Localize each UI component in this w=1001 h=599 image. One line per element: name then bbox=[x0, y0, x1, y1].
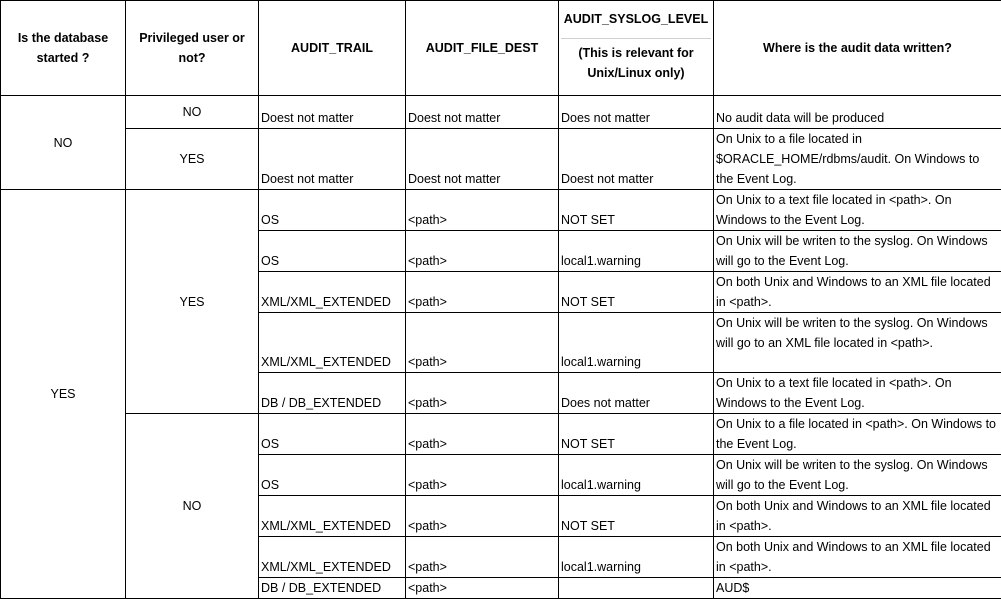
syslog-level-cell: local1.warning bbox=[559, 537, 714, 578]
where-cell: On both Unix and Windows to an XML file located in <path>. bbox=[714, 272, 1001, 313]
header-syslog-title: AUDIT_SYSLOG_LEVEL bbox=[561, 1, 711, 39]
audit-trail-cell: OS bbox=[259, 455, 406, 496]
audit-file-dest-cell: <path> bbox=[406, 414, 559, 455]
audit-file-dest-cell: <path> bbox=[406, 231, 559, 272]
header-started: Is the database started ? bbox=[1, 1, 126, 96]
table-row bbox=[1, 96, 1001, 129]
audit-trail-cell: XML/XML_EXTENDED bbox=[259, 313, 406, 373]
audit-file-dest-cell: <path> bbox=[406, 373, 559, 414]
audit-file-dest-cell: <path> bbox=[406, 313, 559, 373]
started-no-cell: NO bbox=[1, 96, 126, 190]
where-cell: On Unix will be writen to the syslog. On Windows will go to an XML file located in <path>. bbox=[714, 313, 1001, 373]
privileged-yes-cell: YES bbox=[126, 129, 259, 190]
syslog-level-cell: NOT SET bbox=[559, 190, 714, 231]
where-cell: No audit data will be produced bbox=[714, 96, 1001, 129]
where-cell: On both Unix and Windows to an XML file located in <path>. bbox=[714, 496, 1001, 537]
audit-trail-cell: DB / DB_EXTENDED bbox=[259, 578, 406, 599]
syslog-level-cell: Does not matter bbox=[559, 373, 714, 414]
table-row bbox=[1, 129, 1001, 190]
where-cell: AUD$ bbox=[714, 578, 1001, 599]
audit-file-dest-cell: <path> bbox=[406, 190, 559, 231]
header-where: Where is the audit data written? bbox=[714, 1, 1001, 96]
where-cell: On Unix to a file located in <path>. On Windows to the Event Log. bbox=[714, 414, 1001, 455]
syslog-level-cell: NOT SET bbox=[559, 414, 714, 455]
audit-file-dest-cell: Doest not matter bbox=[406, 129, 559, 190]
table-row bbox=[1, 190, 1001, 231]
syslog-level-cell: local1.warning bbox=[559, 313, 714, 373]
where-cell: On Unix will be writen to the syslog. On Windows will go to the Event Log. bbox=[714, 231, 1001, 272]
privileged-no-cell: NO bbox=[126, 414, 259, 599]
audit-trail-cell: XML/XML_EXTENDED bbox=[259, 272, 406, 313]
where-cell: On both Unix and Windows to an XML file located in <path>. bbox=[714, 537, 1001, 578]
table-row bbox=[1, 414, 1001, 455]
where-cell: On Unix will be writen to the syslog. On Windows will go to the Event Log. bbox=[714, 455, 1001, 496]
syslog-level-cell: local1.warning bbox=[559, 455, 714, 496]
audit-file-dest-cell: Doest not matter bbox=[406, 96, 559, 129]
audit-trail-cell: XML/XML_EXTENDED bbox=[259, 496, 406, 537]
audit-trail-cell: Doest not matter bbox=[259, 96, 406, 129]
audit-trail-cell: Doest not matter bbox=[259, 129, 406, 190]
audit-trail-cell: DB / DB_EXTENDED bbox=[259, 373, 406, 414]
header-audit-syslog-level bbox=[559, 1, 714, 96]
privileged-yes-cell: YES bbox=[126, 190, 259, 414]
syslog-level-cell: Does not matter bbox=[559, 96, 714, 129]
syslog-level-cell: NOT SET bbox=[559, 272, 714, 313]
header-privileged: Privileged user or not? bbox=[126, 1, 259, 96]
privileged-no-cell: NO bbox=[126, 96, 259, 129]
audit-file-dest-cell: <path> bbox=[406, 578, 559, 599]
audit-trail-cell: XML/XML_EXTENDED bbox=[259, 537, 406, 578]
syslog-level-cell: NOT SET bbox=[559, 496, 714, 537]
audit-trail-cell: OS bbox=[259, 414, 406, 455]
header-audit-file-dest: AUDIT_FILE_DEST bbox=[406, 1, 559, 96]
syslog-level-cell: local1.warning bbox=[559, 231, 714, 272]
where-cell: On Unix to a text file located in <path>. On Windows to the Event Log. bbox=[714, 373, 1001, 414]
audit-trail-cell: OS bbox=[259, 190, 406, 231]
audit-file-dest-cell: <path> bbox=[406, 455, 559, 496]
syslog-level-cell bbox=[559, 578, 714, 599]
syslog-level-cell: Doest not matter bbox=[559, 129, 714, 190]
audit-file-dest-cell: <path> bbox=[406, 272, 559, 313]
audit-file-dest-cell: <path> bbox=[406, 496, 559, 537]
where-cell: On Unix to a text file located in <path>. On Windows to the Event Log. bbox=[714, 190, 1001, 231]
audit-file-dest-cell: <path> bbox=[406, 537, 559, 578]
where-cell: On Unix to a file located in $ORACLE_HOME/rdbms/audit. On Windows to the Event Log. bbox=[714, 129, 1001, 190]
header-syslog-note: (This is relevant for Unix/Linux only) bbox=[561, 39, 711, 83]
audit-trail-cell: OS bbox=[259, 231, 406, 272]
header-audit-trail: AUDIT_TRAIL bbox=[259, 1, 406, 96]
started-yes-cell: YES bbox=[1, 190, 126, 599]
